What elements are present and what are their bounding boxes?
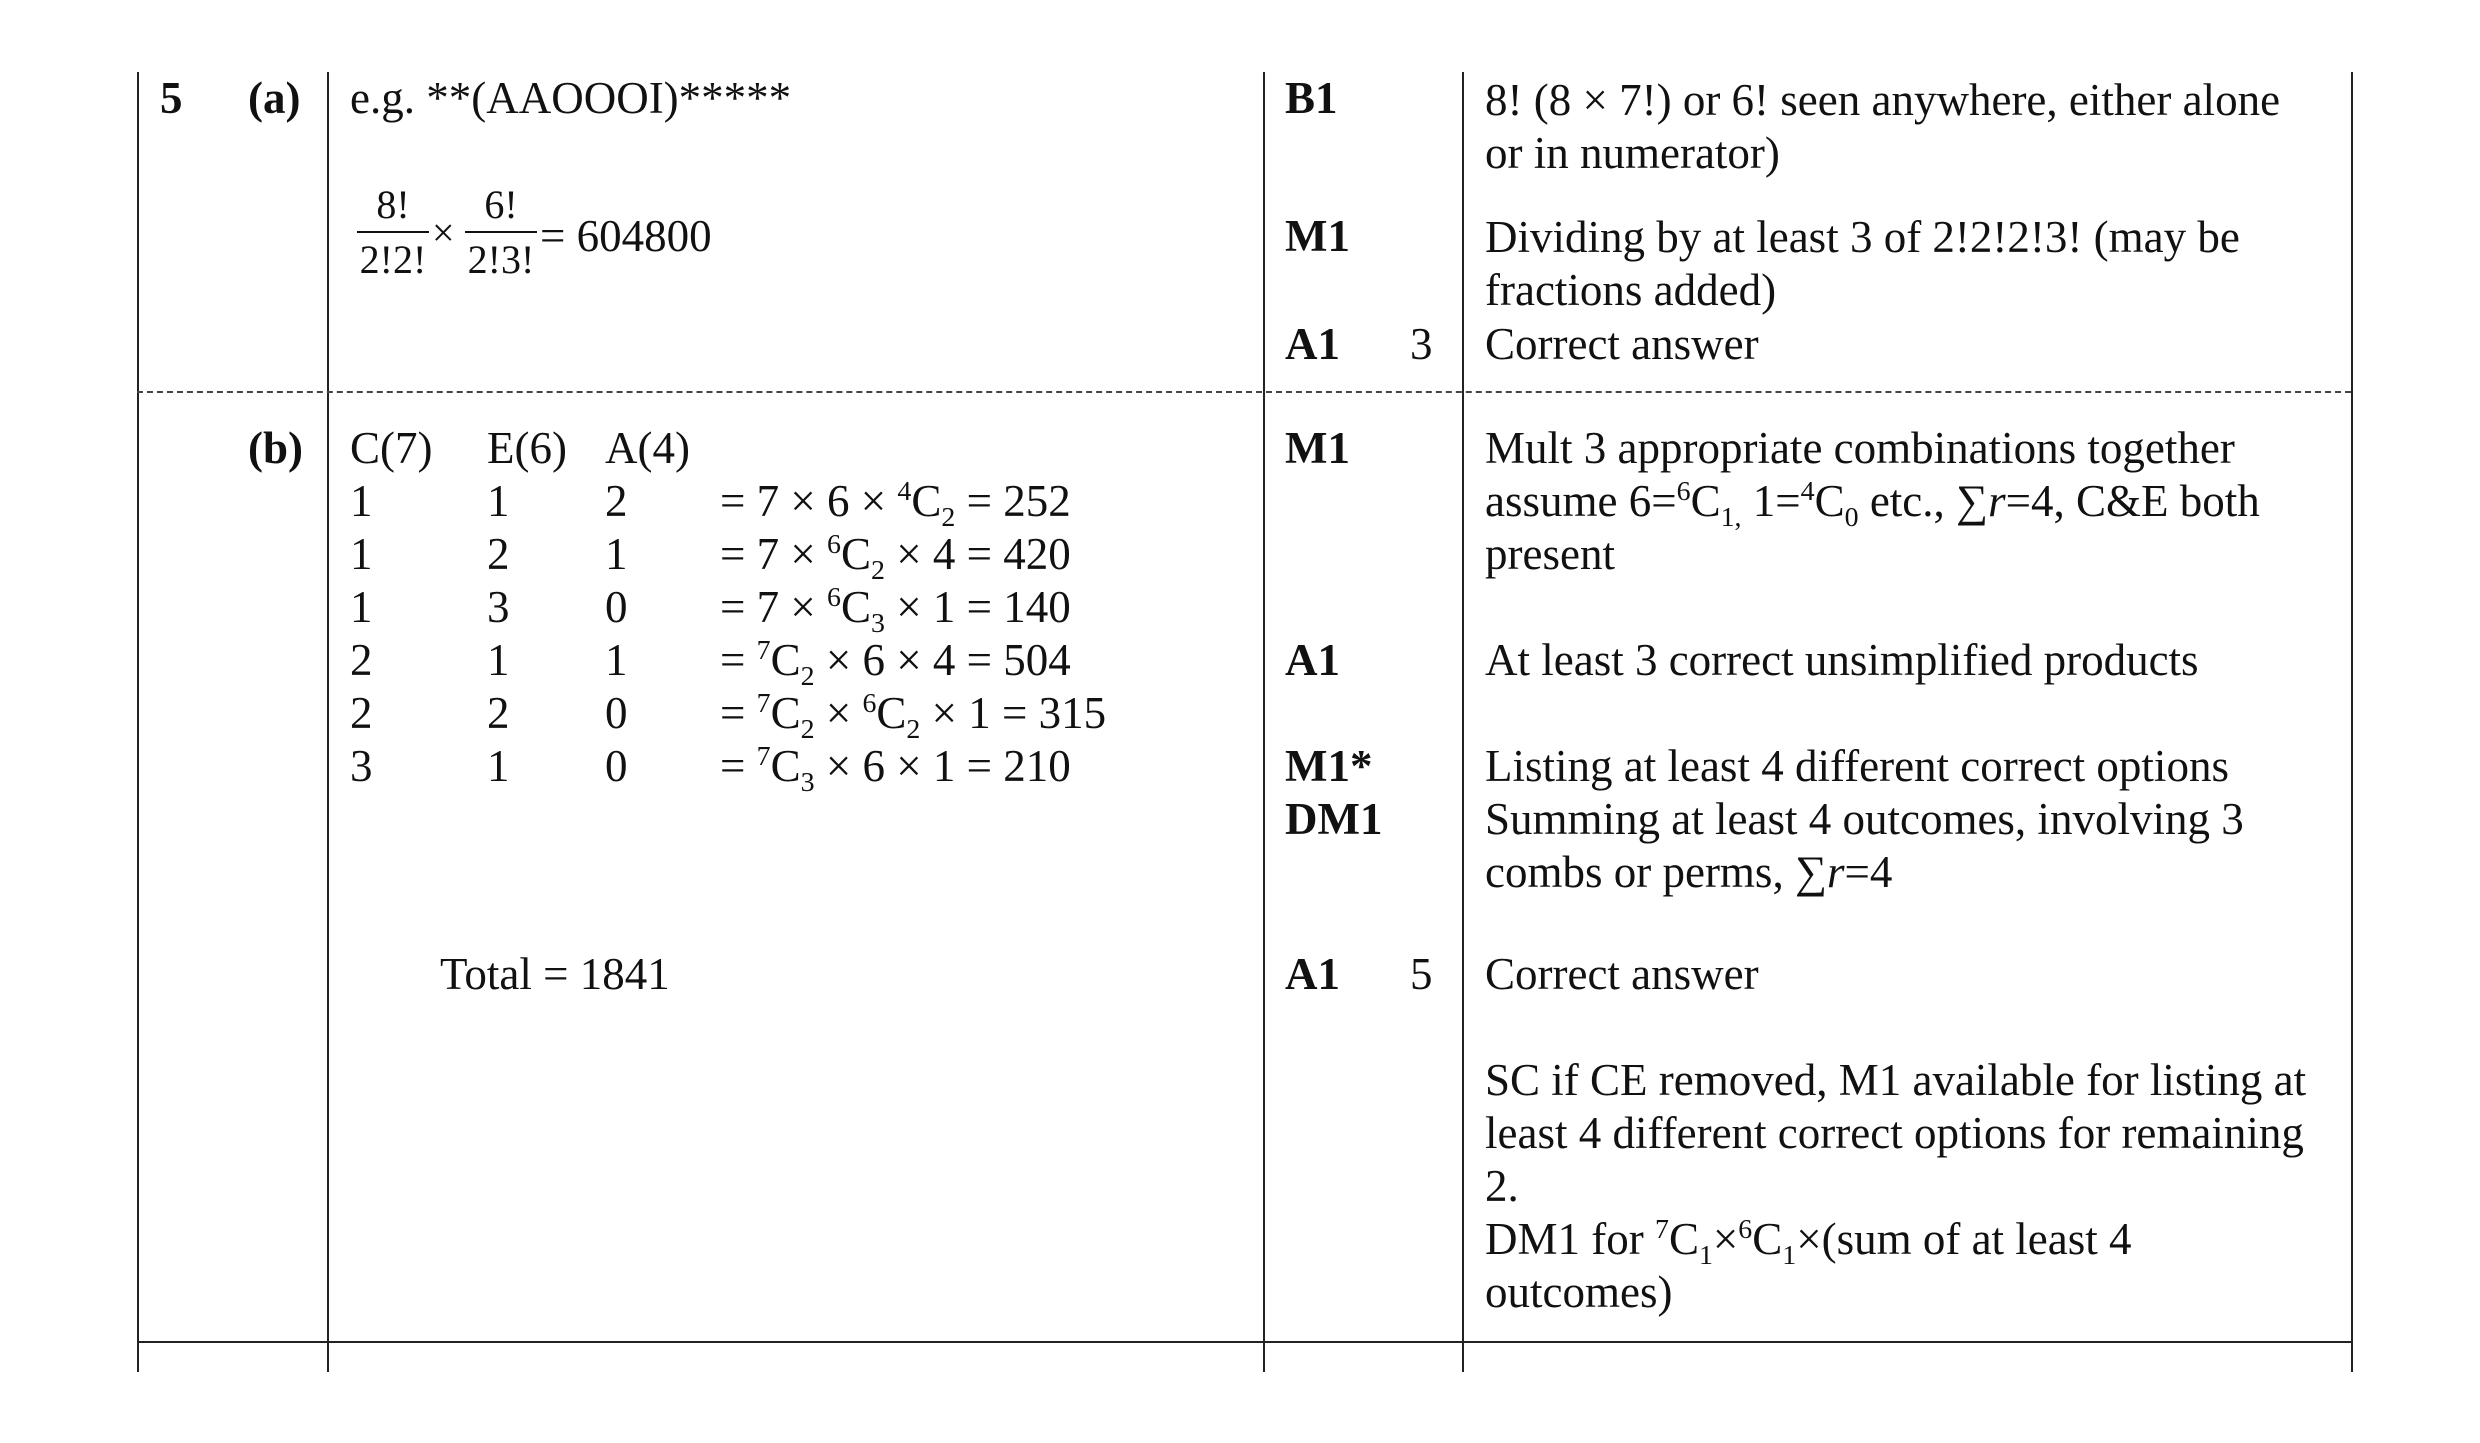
superscript: 7 — [1654, 1214, 1669, 1245]
cell-c: 3 — [350, 741, 373, 791]
mark-m1-b: M1 — [1285, 423, 1350, 473]
cell-a: 1 — [605, 529, 628, 579]
combination-symbol: C — [770, 741, 801, 791]
subscript: 3 — [800, 767, 815, 798]
expr-text: × — [1712, 1214, 1739, 1264]
part-b-mark-total: 5 — [1410, 949, 1433, 999]
cell-expression — [720, 528, 1071, 586]
guidance-b-a1-final: Correct answer — [1485, 949, 1759, 999]
mark-dm1: DM1 — [1285, 794, 1383, 844]
cell-expression — [720, 634, 1071, 692]
superscript: 6 — [862, 688, 877, 719]
subscript: 2 — [800, 661, 815, 692]
subscript: 3 — [870, 608, 885, 639]
cell-a: 0 — [605, 688, 628, 738]
combination-row — [350, 475, 1250, 533]
fraction-numerator: 8! — [376, 182, 410, 227]
subscript: 2 — [906, 714, 921, 745]
header-e6: E(6) — [487, 423, 567, 473]
expr-text: × 6 × 1 = 210 — [814, 741, 1071, 791]
guidance-b-dm1-sc-line2: outcomes) — [1485, 1267, 1673, 1317]
guidance-b-sc-line3: 2. — [1485, 1161, 1519, 1211]
column-divider-marks — [1263, 72, 1265, 1372]
subscript: 2 — [800, 714, 815, 745]
fraction-denominator: 2!2! — [359, 237, 427, 282]
guidance-b-sc-line1: SC if CE removed, M1 available for listing at — [1485, 1055, 2307, 1105]
cell-c: 2 — [350, 688, 373, 738]
combination-symbol: C — [1814, 476, 1845, 526]
part-a-example: e.g. **(AAOOOI)***** — [350, 73, 792, 123]
guidance-b-dm1-sc-line1 — [1485, 1213, 2132, 1271]
cell-expression — [720, 581, 1071, 639]
fraction-bar — [465, 231, 537, 233]
cell-c: 1 — [350, 529, 373, 579]
part-a-label: (a) — [248, 73, 301, 123]
subscript: 2 — [870, 555, 885, 586]
superscript: 6 — [1676, 476, 1691, 507]
fraction-numerator: 6! — [484, 182, 518, 227]
subscript: 1 — [1782, 1240, 1797, 1271]
combination-symbol: C — [770, 688, 801, 738]
expr-text: = — [720, 688, 757, 738]
superscript: 7 — [756, 741, 771, 772]
guidance-b-dm1-line1: Summing at least 4 outcomes, involving 3 — [1485, 794, 2244, 844]
combination-rows — [350, 475, 1250, 798]
superscript: 6 — [1738, 1214, 1753, 1245]
expr-text: = — [720, 635, 757, 685]
guidance-b-sc-line2: least 4 different correct options for remaining — [1485, 1108, 2304, 1158]
cell-e: 1 — [487, 741, 510, 791]
superscript: 6 — [827, 582, 841, 613]
superscript: 7 — [756, 688, 771, 719]
mark-a1-final: A1 — [1285, 949, 1340, 999]
cell-expression — [720, 687, 1107, 745]
expr-text: = 7 × 6 × — [720, 476, 898, 526]
subscript: 1, — [1720, 502, 1742, 533]
expr-text: × 1 = 315 — [920, 688, 1107, 738]
guidance-a-line1: 8! (8 × 7!) or 6! seen anywhere, either alone — [1485, 75, 2281, 125]
subscript: 2 — [941, 502, 956, 533]
mark-m1-star: M1* — [1285, 741, 1373, 791]
cell-a: 1 — [605, 635, 628, 685]
guidance-b-a1: At least 3 correct unsimplified products — [1485, 635, 2199, 685]
superscript: 4 — [897, 476, 912, 507]
table-left-border — [137, 72, 139, 1372]
combination-row — [350, 687, 1250, 745]
guidance-b-m1star: Listing at least 4 different correct options — [1485, 741, 2229, 791]
combination-symbol: C — [1690, 476, 1721, 526]
guidance-b-m1-line3: present — [1485, 529, 1615, 579]
times-sign: × — [432, 210, 455, 255]
guidance-a-line2: or in numerator) — [1485, 128, 1780, 178]
cell-e: 3 — [487, 582, 510, 632]
combination-symbol: C — [840, 582, 871, 632]
cell-a: 0 — [605, 582, 628, 632]
cell-e: 1 — [487, 476, 510, 526]
cell-c: 1 — [350, 582, 373, 632]
combination-symbol: C — [1752, 1214, 1783, 1264]
fraction-6-factorial — [465, 182, 537, 283]
expr-text: = — [720, 741, 757, 791]
mark-b1: B1 — [1285, 73, 1338, 123]
guidance-a-line3: Dividing by at least 3 of 2!2!2!3! (may be — [1485, 212, 2240, 262]
header-a4: A(4) — [605, 423, 690, 473]
part-b-label: (b) — [248, 423, 303, 473]
cell-expression — [720, 475, 1071, 533]
expr-text: assume 6= — [1485, 476, 1677, 526]
expr-text: = 7 × — [720, 529, 828, 579]
fraction-denominator: 2!3! — [467, 237, 535, 282]
expr-text: 1= — [1741, 476, 1801, 526]
guidance-b-dm1-line2 — [1485, 846, 1892, 899]
variable-r: r — [1827, 847, 1845, 897]
table-right-border — [2351, 72, 2353, 1372]
mark-a1-b: A1 — [1285, 635, 1340, 685]
row-divider-bottom — [137, 1341, 2351, 1343]
superscript: 6 — [827, 529, 841, 560]
cell-e: 2 — [487, 529, 510, 579]
combination-symbol: C — [911, 476, 942, 526]
guidance-a-line4: fractions added) — [1485, 265, 1777, 315]
combination-row — [350, 581, 1250, 639]
expr-text: × 6 × 4 = 504 — [814, 635, 1071, 685]
expr-text: = 252 — [955, 476, 1071, 526]
combination-symbol: C — [876, 688, 907, 738]
expr-text: × — [814, 688, 863, 738]
cell-a: 2 — [605, 476, 628, 526]
guidance-b-m1-line1: Mult 3 appropriate combinations together — [1485, 423, 2235, 473]
mark-a1: A1 — [1285, 319, 1340, 369]
row-divider-dashed — [137, 391, 2351, 393]
cell-c: 2 — [350, 635, 373, 685]
combination-row — [350, 634, 1250, 692]
guidance-b-m1-line2 — [1485, 475, 2260, 533]
combination-table — [350, 422, 1250, 798]
expr-text: =4 — [1844, 847, 1893, 897]
subscript: 1 — [1698, 1240, 1713, 1271]
part-b-total: Total = 1841 — [440, 949, 670, 999]
part-a-result: = 604800 — [540, 211, 712, 261]
cell-expression — [720, 740, 1071, 798]
combination-row — [350, 740, 1250, 798]
cell-a: 0 — [605, 741, 628, 791]
expr-text: ×(sum of at least 4 — [1796, 1214, 2132, 1264]
cell-e: 2 — [487, 688, 510, 738]
column-divider-guidance — [1462, 72, 1464, 1372]
combination-header-row — [350, 422, 1250, 475]
combination-symbol: C — [770, 635, 801, 685]
guidance-a-line5: Correct answer — [1485, 319, 1759, 369]
mark-m1: M1 — [1285, 211, 1350, 261]
expr-text: etc., ∑ — [1858, 476, 1989, 526]
fraction-8-factorial — [357, 182, 429, 283]
combination-symbol: C — [1668, 1214, 1699, 1264]
expr-text: × 1 = 140 — [884, 582, 1071, 632]
cell-e: 1 — [487, 635, 510, 685]
column-divider-working — [327, 72, 329, 1372]
question-number: 5 — [160, 73, 183, 123]
header-c7: C(7) — [350, 423, 433, 473]
expr-text: = 7 × — [720, 582, 828, 632]
expr-text: × 4 = 420 — [884, 529, 1071, 579]
part-a-mark-total: 3 — [1410, 319, 1433, 369]
superscript: 7 — [756, 635, 771, 666]
subscript: 0 — [1844, 502, 1859, 533]
combination-row — [350, 528, 1250, 586]
combination-symbol: C — [840, 529, 871, 579]
variable-r: r — [1988, 476, 2006, 526]
superscript: 4 — [1800, 476, 1815, 507]
expr-text: DM1 for — [1485, 1214, 1655, 1264]
expr-text: =4, C&E both — [2005, 476, 2260, 526]
fraction-bar — [357, 231, 429, 233]
cell-c: 1 — [350, 476, 373, 526]
expr-text: combs or perms, ∑ — [1485, 847, 1828, 897]
